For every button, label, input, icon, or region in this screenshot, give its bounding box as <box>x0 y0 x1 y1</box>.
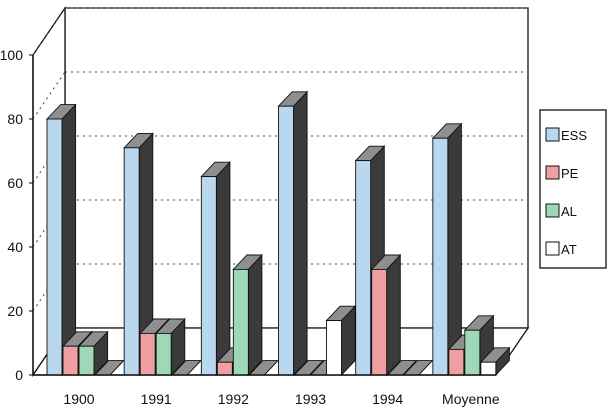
y-tick-label: 40 <box>7 239 23 255</box>
bar-pe-1994-side <box>387 255 401 375</box>
bar-ess-moyenne-front <box>433 138 448 375</box>
legend-label-at: AT <box>561 242 577 257</box>
y-tick-label: 80 <box>7 111 23 127</box>
legend-swatch-at <box>546 242 559 255</box>
legend-label-ess: ESS <box>561 128 588 143</box>
bar-at-1993 <box>327 306 356 375</box>
bar-pe-1994-front <box>372 269 387 375</box>
y-tick-label: 0 <box>15 367 23 383</box>
y-tick-label: 60 <box>7 175 23 191</box>
bar-pe-moyenne-front <box>449 349 464 375</box>
y-axis-ticks <box>0 47 33 383</box>
x-axis-ticks <box>63 391 499 407</box>
bar-al-moyenne-front <box>465 330 480 375</box>
bar-pe-1994 <box>372 255 401 375</box>
x-tick-label: Moyenne <box>442 391 500 407</box>
legend-swatch-ess <box>546 128 559 141</box>
x-tick-label: 1991 <box>140 391 172 407</box>
bar-pe-1992-front <box>217 362 232 375</box>
bar-pe-1900-front <box>63 346 78 375</box>
bar-ess-1993-side <box>294 92 308 375</box>
bar-ess-1994-front <box>356 161 371 375</box>
bar-al-1991-front <box>156 333 171 375</box>
bar-ess-1900 <box>47 105 76 375</box>
bar-ess-moyenne <box>433 124 462 375</box>
bar-ess-1992-front <box>201 177 216 375</box>
legend-swatch-al <box>546 204 559 217</box>
y-tick-label: 100 <box>0 47 23 63</box>
legend-swatch-pe <box>546 166 559 179</box>
legend-label-pe: PE <box>561 166 579 181</box>
legend-label-al: AL <box>561 204 577 219</box>
x-tick-label: 1900 <box>63 391 95 407</box>
legend <box>540 110 606 268</box>
bar-al-1992-side <box>248 255 262 375</box>
bar-al-1900-front <box>79 346 94 375</box>
bar-ess-1993-front <box>279 106 294 375</box>
bar-at-moyenne-front <box>481 362 496 375</box>
bar-ess-1900-front <box>47 119 62 375</box>
bar-al-1992-front <box>233 269 248 375</box>
bar-ess-1991-front <box>124 148 139 375</box>
bar-ess-1993 <box>279 92 308 375</box>
bar-ess-1992-side <box>216 162 230 375</box>
bar-at-1993-front <box>327 321 342 375</box>
x-tick-label: 1993 <box>294 391 327 407</box>
bar-ess-moyenne-side <box>448 124 462 375</box>
x-tick-label: 1994 <box>372 391 404 407</box>
y-tick-label: 20 <box>7 303 23 319</box>
bar-al-1992 <box>233 255 262 375</box>
bar-pe-1991-front <box>140 333 155 375</box>
x-tick-label: 1992 <box>217 391 249 407</box>
bar-ess-1992 <box>201 162 230 375</box>
